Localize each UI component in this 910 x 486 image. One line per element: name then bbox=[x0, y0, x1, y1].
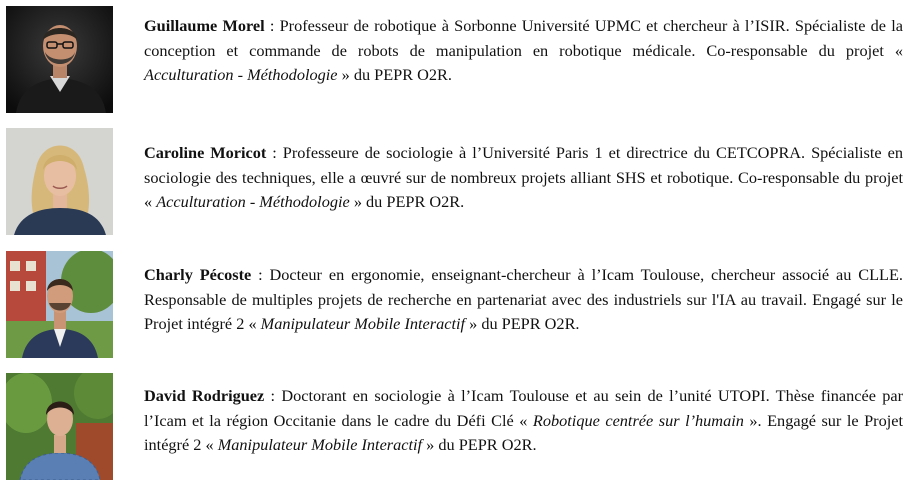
bio-text: : Professeur de robotique à Sorbonne Université UPMC et chercheur à l’ISIR. Spécialiste de la conception et commande de robots de manipulation en robotique médicale. Co-responsable du projet « bbox=[144, 16, 903, 60]
bio-text: » du PEPR O2R. bbox=[465, 314, 580, 334]
person-entry-moricot bbox=[6, 128, 906, 238]
bio-paragraph-morel bbox=[144, 14, 903, 88]
person-name: David Rodriguez bbox=[144, 386, 265, 405]
bio-text: : Docteur en ergonomie, enseignant-chercheur à l’Icam Toulouse, chercheur associé au CLLE. Responsable de multiples projets de recherche en partenariat avec des industriels sur l'IA au travail. Engagé sur le Projet intégré 2 « bbox=[144, 265, 903, 334]
bio-paragraph-rodriguez bbox=[144, 384, 903, 458]
project-title: Acculturation - Méthodologie bbox=[156, 192, 350, 212]
bio-text: » du PEPR O2R. bbox=[337, 65, 452, 85]
person-name: Charly Pécoste bbox=[144, 265, 252, 284]
bio-text: ». Engagé sur le Projet intégré 2 « bbox=[144, 410, 904, 455]
bio-paragraph-moricot bbox=[144, 141, 903, 215]
project-title: Manipulateur Mobile Interactif bbox=[217, 435, 423, 455]
portrait-photo-pecoste bbox=[6, 251, 113, 358]
bio-text: » du PEPR O2R. bbox=[422, 435, 537, 455]
project-title: Acculturation - Méthodologie bbox=[144, 65, 338, 85]
person-entry-pecoste bbox=[6, 251, 906, 361]
person-name: Guillaume Morel bbox=[144, 16, 265, 35]
project-title: Manipulateur Mobile Interactif bbox=[260, 314, 466, 334]
person-entry-morel bbox=[6, 6, 906, 116]
bio-text: : Professeure de sociologie à l’Université Paris 1 et directrice du CETCOPRA. Spécialiste en sociologie des techniques, elle a œuvré sur de nombreux projets alliant SHS et robotique. Co-responsable du projet « bbox=[144, 143, 903, 212]
portrait-photo-moricot bbox=[6, 128, 113, 235]
person-name: Caroline Moricot bbox=[144, 143, 267, 162]
portrait-photo-morel bbox=[6, 6, 113, 113]
bio-paragraph-pecoste bbox=[144, 263, 903, 337]
bio-text: : Doctorant en sociologie à l’Icam Toulouse et au sein de l’unité UTOPI. Thèse financée par l’Icam et la région Occitanie dans le cadre du Défi Clé « bbox=[144, 386, 903, 430]
bio-text: » du PEPR O2R. bbox=[349, 192, 465, 212]
portrait-photo-rodriguez bbox=[6, 373, 113, 480]
person-entry-rodriguez bbox=[6, 373, 906, 483]
project-title: Robotique centrée sur l’humain bbox=[532, 410, 744, 430]
